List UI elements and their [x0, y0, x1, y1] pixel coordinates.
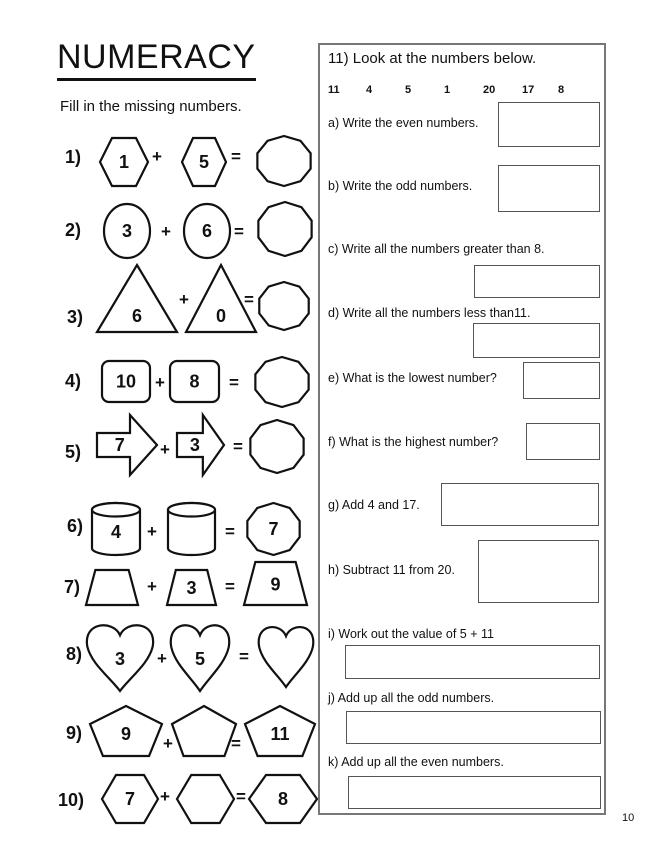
- answer-box-c[interactable]: [474, 265, 600, 298]
- decagon-result[interactable]: [258, 282, 310, 330]
- shape-value: 7: [268, 518, 279, 539]
- problem-number: 6): [67, 516, 84, 536]
- equals-sign: =: [236, 787, 246, 806]
- plus-sign: +: [147, 522, 157, 541]
- answer-box-d[interactable]: [473, 323, 600, 358]
- question-d: d) Write all the numbers less than11.: [328, 306, 531, 320]
- number-item: 8: [558, 84, 565, 96]
- trapezoid-operand-a[interactable]: [86, 570, 138, 605]
- shape-value: 11: [270, 723, 290, 744]
- triangle-operand-a: [97, 265, 177, 332]
- problem-number: 3): [67, 307, 84, 327]
- page-number: 10: [622, 812, 635, 824]
- pentagon-operand-a: [90, 706, 162, 756]
- plus-sign: +: [160, 787, 170, 806]
- shape-value: 8: [189, 371, 200, 392]
- answer-box-i[interactable]: [345, 645, 600, 679]
- arrow-operand-a: [97, 415, 157, 475]
- number-item: 1: [444, 84, 451, 96]
- question-a: a) Write the even numbers.: [328, 116, 479, 130]
- shape-value: 3: [189, 434, 200, 455]
- equals-sign: =: [231, 147, 241, 166]
- instructions: Fill in the missing numbers.: [60, 98, 242, 115]
- plus-sign: +: [155, 373, 165, 392]
- cylinder-operand-b[interactable]: [168, 503, 215, 555]
- problem-number: 10): [58, 790, 85, 810]
- problem-number: 1): [65, 147, 82, 167]
- problem-number: 2): [65, 220, 82, 240]
- pentagon-operand-b[interactable]: [172, 706, 236, 756]
- number-item: 4: [366, 84, 373, 96]
- question-c: c) Write all the numbers greater than 8.: [328, 242, 545, 256]
- shape-value: 4: [110, 521, 122, 542]
- shape-value: 0: [215, 306, 227, 327]
- shape-value: 9: [120, 723, 132, 744]
- hexagon-result: [249, 775, 317, 823]
- arrow-operand-b: [177, 415, 224, 475]
- oval-operand-b: [184, 204, 230, 258]
- problem-number: 8): [66, 644, 83, 664]
- answer-box-e[interactable]: [523, 362, 600, 399]
- equals-sign: =: [229, 373, 239, 392]
- shape-value: 5: [198, 151, 210, 172]
- hexagon-operand-a: [102, 775, 158, 823]
- trapezoid-operand-b: [167, 570, 216, 605]
- plus-sign: +: [179, 290, 189, 309]
- problem-number: 5): [65, 442, 82, 462]
- rounded-square-operand-a: [102, 361, 150, 402]
- heart-operand-b: [170, 623, 230, 691]
- hexagon-operand-b: [182, 138, 226, 186]
- shape-value: 3: [121, 220, 133, 241]
- question-f: f) What is the highest number?: [328, 435, 499, 449]
- question-e: e) What is the lowest number?: [328, 371, 497, 385]
- answer-box-f[interactable]: [526, 423, 600, 460]
- shape-value: 7: [114, 434, 125, 455]
- number-item: 17: [522, 84, 535, 96]
- equals-sign: =: [244, 290, 254, 309]
- plus-sign: +: [160, 440, 170, 459]
- heart-operand-a: [86, 623, 154, 691]
- number-item: 5: [405, 84, 412, 96]
- shape-value: 6: [131, 306, 143, 327]
- equals-sign: =: [233, 437, 243, 456]
- heart-result[interactable]: [258, 625, 314, 687]
- rounded-square-operand-b: [170, 361, 219, 402]
- question-b: b) Write the odd numbers.: [328, 179, 473, 193]
- plus-sign: +: [157, 649, 167, 668]
- plus-sign: +: [163, 734, 173, 753]
- problem-number: 9): [66, 723, 83, 743]
- cylinder-operand-a: [92, 503, 140, 555]
- decagon-result: [246, 503, 301, 555]
- decagon-result[interactable]: [254, 357, 310, 407]
- question-k: k) Add up all the even numbers.: [328, 755, 504, 769]
- answer-box-j[interactable]: [346, 711, 601, 744]
- problem-number: 7): [64, 577, 81, 597]
- answer-box-k[interactable]: [348, 776, 601, 809]
- oval-operand-a: [104, 204, 150, 258]
- problem-number: 4): [65, 371, 82, 391]
- shape-value: 9: [270, 574, 281, 595]
- decagon-result[interactable]: [257, 202, 313, 256]
- trapezoid-result: [244, 562, 307, 605]
- answer-box-a[interactable]: [498, 102, 600, 147]
- page-title: NUMERACY: [57, 38, 256, 81]
- equals-sign: =: [231, 734, 241, 753]
- shape-value: 8: [277, 788, 289, 809]
- answer-box-h[interactable]: [478, 540, 599, 603]
- question-i: i) Work out the value of 5 + 11: [328, 627, 494, 641]
- panel-heading: 11) Look at the numbers below.: [328, 50, 537, 67]
- decagon-result[interactable]: [256, 136, 312, 186]
- pentagon-result: [245, 706, 315, 756]
- shape-value: 5: [194, 649, 206, 670]
- shape-value: 1: [118, 151, 130, 172]
- shape-value: 3: [186, 578, 197, 598]
- plus-sign: +: [161, 222, 171, 241]
- number-item: 11: [328, 84, 340, 96]
- number-item: 20: [483, 84, 496, 96]
- question-g: g) Add 4 and 17.: [328, 498, 420, 512]
- answer-box-b[interactable]: [498, 165, 600, 212]
- hexagon-operand-b[interactable]: [177, 775, 234, 823]
- shape-value: 7: [124, 788, 136, 809]
- question-j: j) Add up all the odd numbers.: [328, 691, 495, 705]
- shape-value: 6: [201, 220, 213, 241]
- shape-value: 10: [115, 371, 137, 392]
- equals-sign: =: [225, 522, 235, 541]
- decagon-result[interactable]: [249, 420, 305, 473]
- equals-sign: =: [225, 577, 235, 596]
- question-h: h) Subtract 11 from 20.: [328, 563, 455, 577]
- plus-sign: +: [152, 147, 162, 166]
- shape-value: 3: [114, 649, 126, 670]
- answer-box-g[interactable]: [441, 483, 599, 526]
- hexagon-operand-a: [100, 138, 148, 186]
- equals-sign: =: [239, 647, 249, 666]
- equals-sign: =: [234, 222, 244, 241]
- plus-sign: +: [147, 577, 157, 596]
